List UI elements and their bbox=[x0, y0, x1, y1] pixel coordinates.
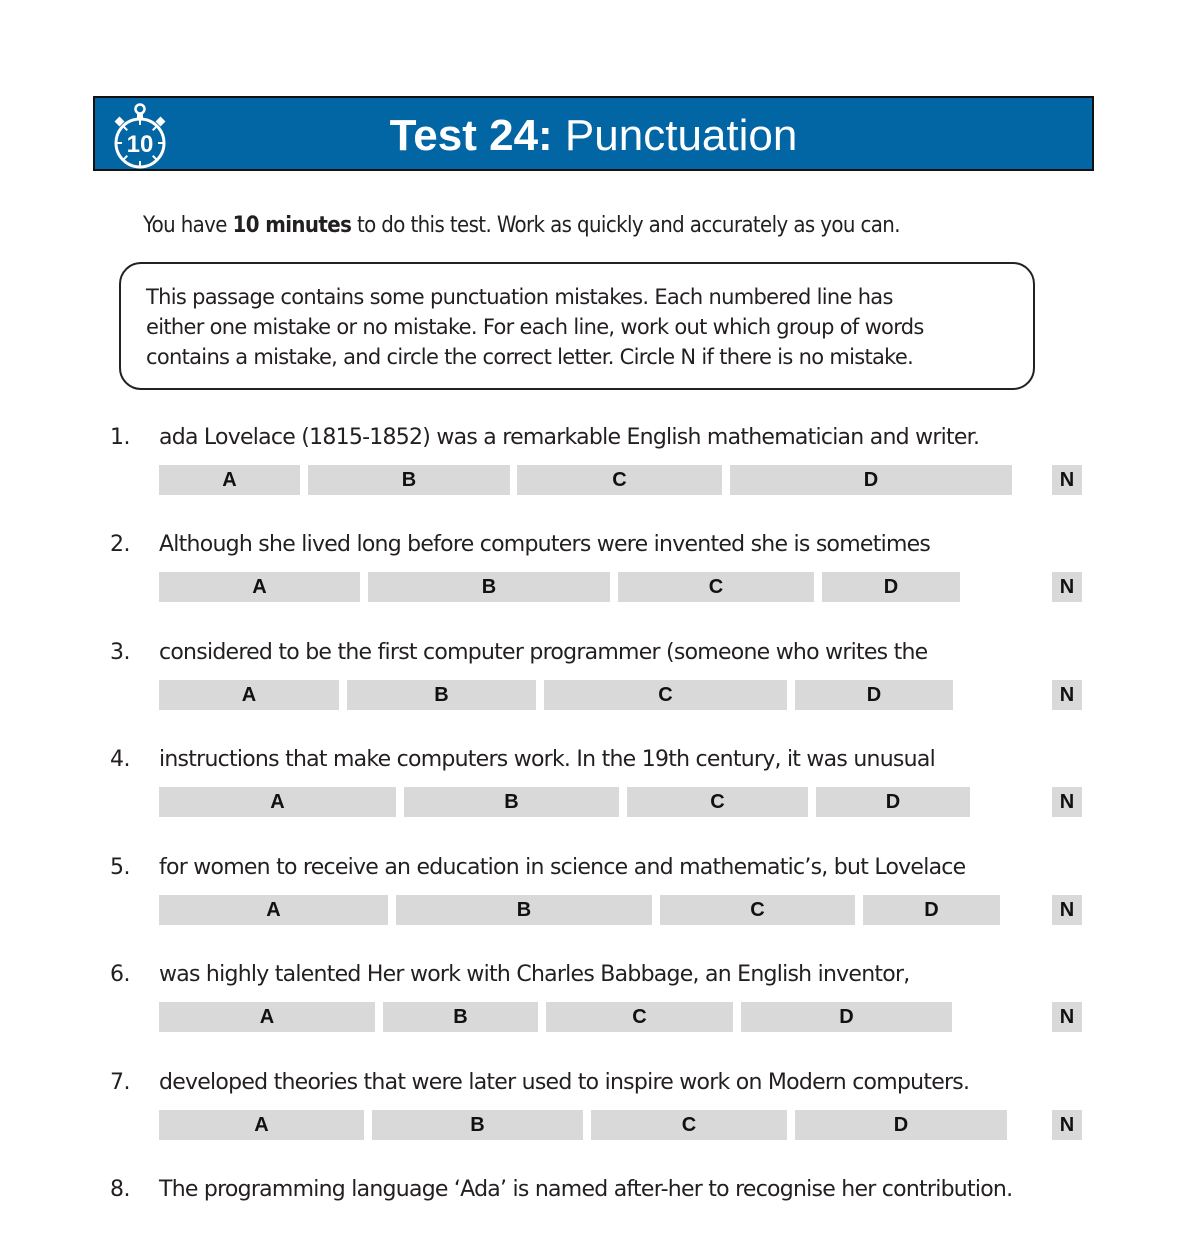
question-text: The programming language ‘Ada’ is named after-her to recognise her contribution. bbox=[159, 1177, 1013, 1202]
answer-option-a[interactable]: A bbox=[159, 787, 396, 817]
time-instruction: You have 10 minutes to do this test. Work as quickly and accurately as you can. bbox=[143, 213, 900, 238]
question-row bbox=[0, 961, 1200, 1041]
question-text: instructions that make computers work. In the 19th century, it was unusual bbox=[159, 747, 935, 772]
question-text: developed theories that were later used to inspire work on Modern computers. bbox=[159, 1070, 970, 1095]
question-row bbox=[0, 424, 1200, 504]
svg-text:10: 10 bbox=[126, 131, 154, 158]
question-number: 8. bbox=[110, 1177, 130, 1202]
question-number: 1. bbox=[110, 425, 130, 450]
answer-option-a[interactable]: A bbox=[159, 572, 360, 602]
question-row bbox=[0, 746, 1200, 826]
answer-option-c[interactable]: C bbox=[660, 895, 855, 925]
answer-option-c[interactable]: C bbox=[544, 680, 787, 710]
answer-option-a[interactable]: A bbox=[159, 1110, 364, 1140]
question-number: 3. bbox=[110, 640, 130, 665]
answer-option-d[interactable]: D bbox=[795, 680, 953, 710]
answer-option-d[interactable]: D bbox=[730, 465, 1012, 495]
answer-option-a[interactable]: A bbox=[159, 680, 339, 710]
question-row bbox=[0, 639, 1200, 719]
instruction-line: either one mistake or no mistake. For each line, work out which group of words bbox=[146, 315, 924, 339]
question-row bbox=[0, 854, 1200, 934]
question-number: 6. bbox=[110, 962, 130, 987]
answer-option-b[interactable]: B bbox=[396, 895, 652, 925]
answer-option-d[interactable]: D bbox=[741, 1002, 952, 1032]
test-header bbox=[93, 96, 1094, 171]
question-row bbox=[0, 1069, 1200, 1149]
answer-option-c[interactable]: C bbox=[618, 572, 814, 602]
answer-option-no-mistake[interactable]: N bbox=[1052, 465, 1082, 495]
answer-option-b[interactable]: B bbox=[383, 1002, 538, 1032]
answer-option-d[interactable]: D bbox=[816, 787, 970, 817]
answer-option-d[interactable]: D bbox=[795, 1110, 1007, 1140]
answer-option-c[interactable]: C bbox=[517, 465, 722, 495]
question-text: ada Lovelace (1815-1852) was a remarkable English mathematician and writer. bbox=[159, 425, 980, 450]
answer-option-d[interactable]: D bbox=[863, 895, 1000, 925]
answer-option-b[interactable]: B bbox=[347, 680, 536, 710]
answer-option-a[interactable]: A bbox=[159, 895, 388, 925]
question-text: for women to receive an education in science and mathematic’s, but Lovelace bbox=[159, 855, 966, 880]
question-text: considered to be the first computer programmer (someone who writes the bbox=[159, 640, 928, 665]
question-row bbox=[0, 531, 1200, 611]
answer-option-d[interactable]: D bbox=[822, 572, 960, 602]
instruction-line: contains a mistake, and circle the correct letter. Circle N if there is no mistake. bbox=[146, 345, 914, 369]
answer-option-b[interactable]: B bbox=[404, 787, 619, 817]
page-title: Test 24: Punctuation bbox=[389, 111, 798, 160]
question-number: 7. bbox=[110, 1070, 130, 1095]
question-number: 2. bbox=[110, 532, 130, 557]
answer-option-b[interactable]: B bbox=[372, 1110, 583, 1140]
answer-option-c[interactable]: C bbox=[627, 787, 808, 817]
answer-option-b[interactable]: B bbox=[368, 572, 610, 602]
question-number: 5. bbox=[110, 855, 130, 880]
answer-option-no-mistake[interactable]: N bbox=[1052, 680, 1082, 710]
answer-option-c[interactable]: C bbox=[546, 1002, 733, 1032]
instructions-box bbox=[119, 262, 1035, 390]
answer-option-c[interactable]: C bbox=[591, 1110, 787, 1140]
question-text: Although she lived long before computers were invented she is sometimes bbox=[159, 532, 931, 557]
question-text: was highly talented Her work with Charles Babbage, an English inventor, bbox=[159, 962, 910, 987]
answer-option-no-mistake[interactable]: N bbox=[1052, 895, 1082, 925]
question-number: 4. bbox=[110, 747, 130, 772]
answer-option-no-mistake[interactable]: N bbox=[1052, 1002, 1082, 1032]
answer-option-a[interactable]: A bbox=[159, 465, 300, 495]
answer-option-b[interactable]: B bbox=[308, 465, 510, 495]
instruction-line: This passage contains some punctuation mistakes. Each numbered line has bbox=[146, 285, 893, 309]
answer-option-no-mistake[interactable]: N bbox=[1052, 572, 1082, 602]
answer-option-a[interactable]: A bbox=[159, 1002, 375, 1032]
answer-option-no-mistake[interactable]: N bbox=[1052, 1110, 1082, 1140]
answer-option-no-mistake[interactable]: N bbox=[1052, 787, 1082, 817]
question-row bbox=[0, 1176, 1200, 1256]
